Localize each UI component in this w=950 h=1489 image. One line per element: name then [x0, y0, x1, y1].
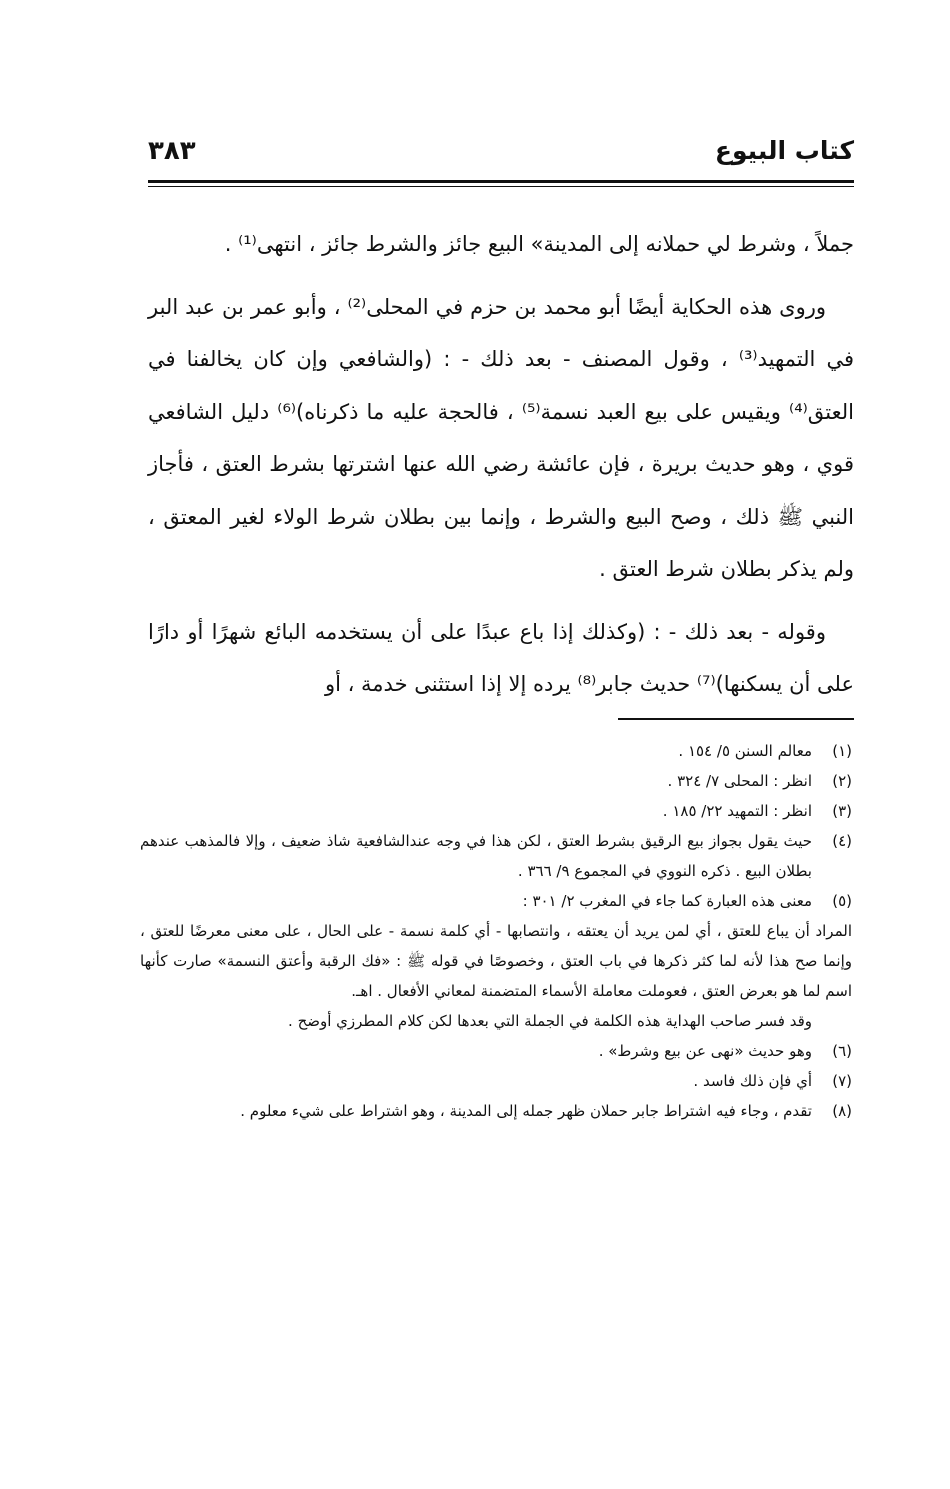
- footnote-number: (٦): [832, 1042, 852, 1060]
- page-number: ٣٨٣: [148, 136, 196, 166]
- footnote-number: (٤): [832, 832, 852, 850]
- footnote-text: معنى هذه العبارة كما جاء في المغرب ٢/ ٣٠١ :: [522, 892, 812, 910]
- footnote-quote: المراد أن يباع للعتق ، أي لمن يريد أن يعتقه ، وانتصابها - أي كلمة نسمة - على الحال ، على معنى معرضًا للعتق ، وإنما صح هذا لأنه لما كثر ذكرها في باب العتق ، وخصوصًا في قوله ﷺ : «فك الرقبة وأعتق النسمة» صارت كأنها اسم لما هو بعرض العتق ، فعوملت معاملة الأسماء المتضمنة لمعاني الأفعال . اهـ.: [140, 922, 852, 1000]
- footnote-2: [140, 766, 852, 796]
- footnote-7: [140, 1066, 852, 1096]
- footnotes: [140, 736, 852, 1126]
- footnote-3: [140, 796, 852, 826]
- footnote-text: تقدم ، وجاء فيه اشتراط جابر حملان ظهر جمله إلى المدينة ، وهو اشتراط على شيء معلوم .: [240, 1102, 812, 1120]
- footnote-text: وهو حديث «نهى عن بيع وشرط» .: [598, 1042, 812, 1060]
- footnote-number: (١): [832, 742, 852, 760]
- footnote-separator: [618, 718, 854, 720]
- paragraph-1: جملاً ، وشرط لي حملانه إلى المدينة» البيع جائز والشرط جائز ، انتهى⁽¹⁾ .: [224, 232, 854, 256]
- footnote-number: (٨): [832, 1102, 852, 1120]
- footnote-text: انظر : التمهيد ٢٢/ ١٨٥ .: [662, 802, 812, 820]
- footnote-number: (٥): [832, 892, 852, 910]
- footnote-text: أي فإن ذلك فاسد .: [693, 1072, 812, 1090]
- footnote-text: معالم السنن ٥/ ١٥٤ .: [678, 742, 812, 760]
- header-rule-thick: [148, 180, 854, 183]
- footnote-text: انظر : المحلى ٧/ ٣٢٤ .: [667, 772, 812, 790]
- footnote-number: (٧): [832, 1072, 852, 1090]
- running-header: [148, 136, 854, 176]
- footnote-number: (٢): [832, 772, 852, 790]
- chapter-title: كتاب البيوع: [714, 136, 854, 165]
- footnote-5: [140, 886, 852, 1036]
- footnote-6: [140, 1036, 852, 1066]
- footnote-text: وقد فسر صاحب الهداية هذه الكلمة في الجملة التي بعدها لكن كلام المطرزي أوضح .: [288, 1012, 812, 1030]
- header-rule-thin: [148, 186, 854, 187]
- footnote-number: (٣): [832, 802, 852, 820]
- paragraph-3: وقوله - بعد ذلك - : (وكذلك إذا باع عبدًا على أن يستخدمه البائع شهرًا أو دارًا على أن يسكنها)⁽⁷⁾ حديث جابر⁽⁸⁾ يرده إلا إذا استثنى خدمة ، أو: [148, 619, 854, 696]
- footnote-text: حيث يقول بجواز بيع الرقيق بشرط العتق ، لكن هذا في وجه عندالشافعية شاذ ضعيف ، وإلا فالمذهب عندهم بطلان البيع . ذكره النووي في المجموع ٩/ ٣٦٦ .: [140, 832, 812, 880]
- footnote-4: [140, 826, 852, 886]
- paragraph-2: وروى هذه الحكاية أيضًا أبو محمد بن حزم في المحلى⁽²⁾ ، وأبو عمر بن عبد البر في التمهيد⁽³⁾ ، وقول المصنف - بعد ذلك - : (والشافعي وإن كان يخالفنا في العتق⁽⁴⁾ ويقيس على بيع العبد نسمة⁽⁵⁾ ، فالحجة عليه ما ذكرناه)⁽⁶⁾ دليل الشافعي قوي ، وهو حديث بريرة ، فإن عائشة رضي الله عنها اشترتها بشرط العتق ، فأجاز النبي ﷺ ذلك ، وصح البيع والشرط ، وإنما بين بطلان شرط الولاء لغير المعتق ، ولم يذكر بطلان شرط العتق .: [148, 294, 855, 581]
- footnote-8: [140, 1096, 852, 1126]
- footnote-1: [140, 736, 852, 766]
- main-text: [148, 218, 854, 711]
